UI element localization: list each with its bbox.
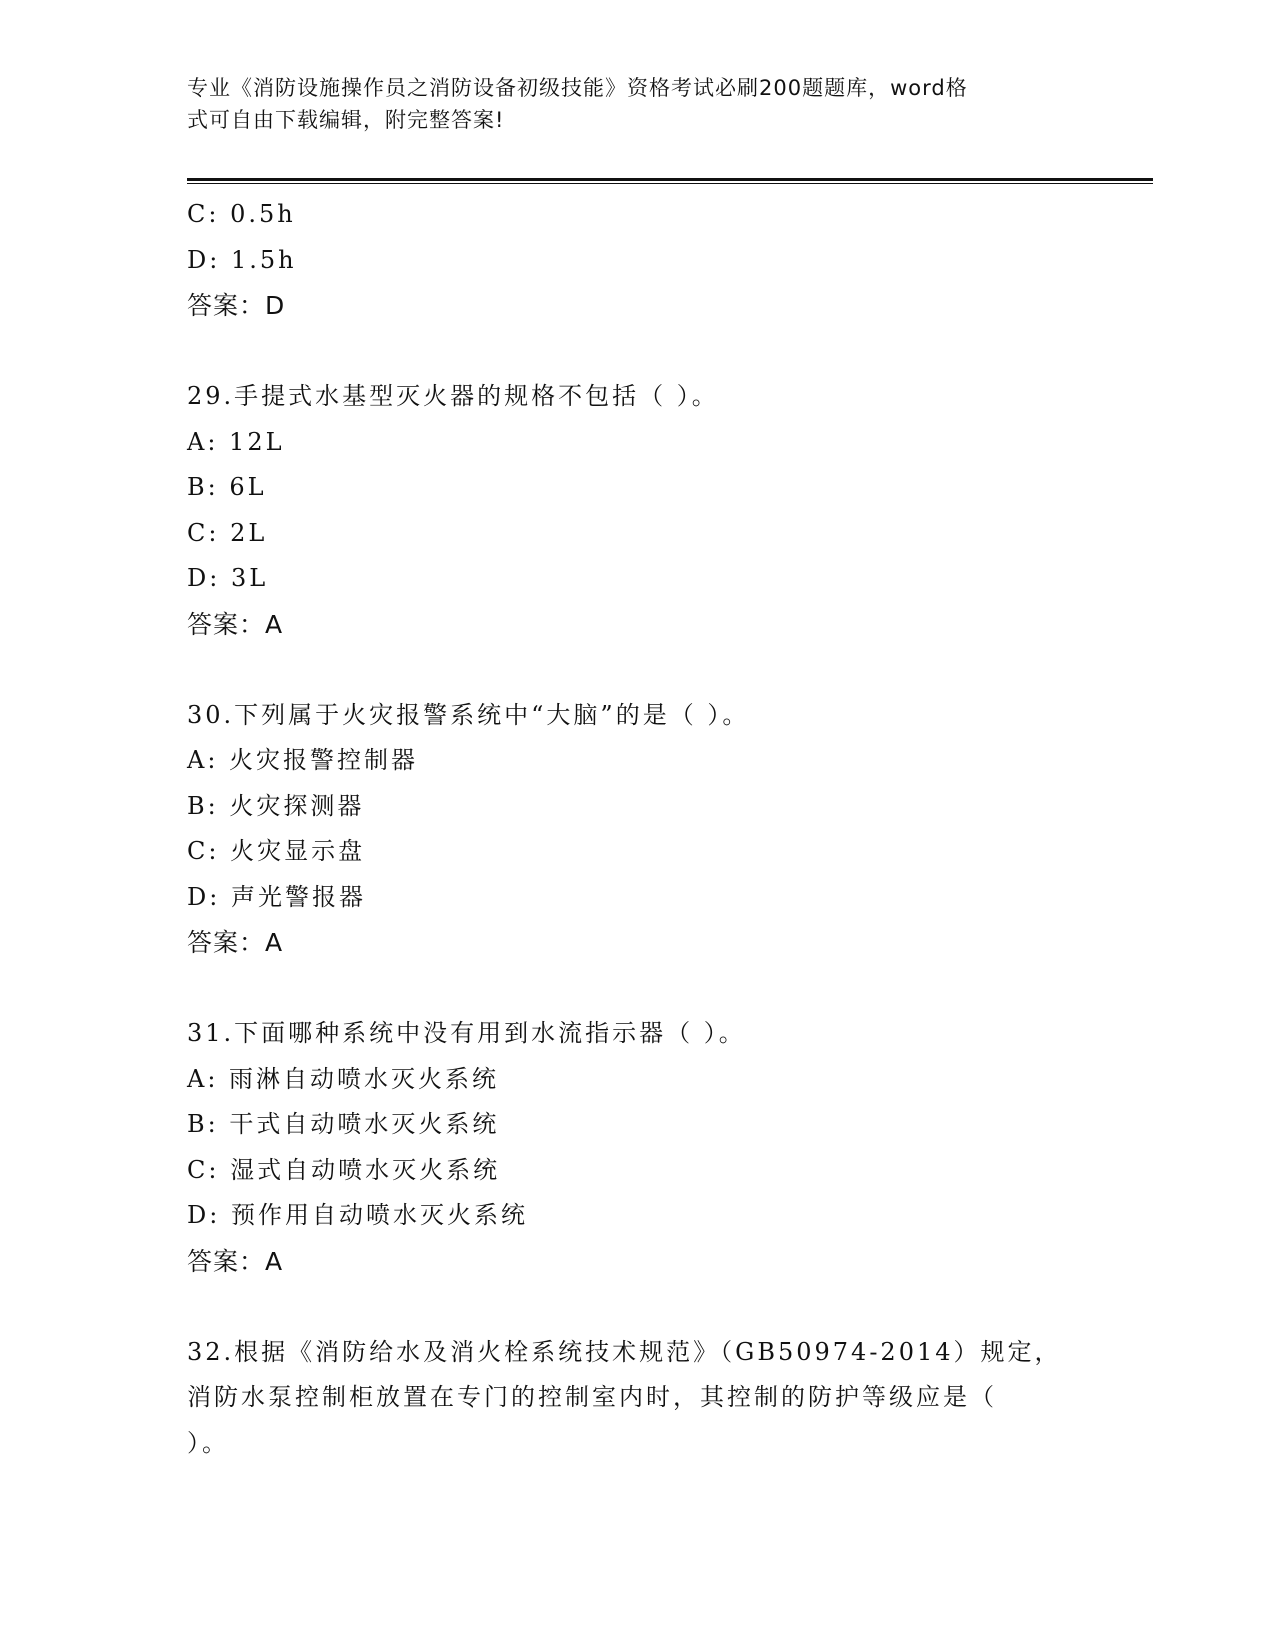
question-stem: 29.手提式水基型灭火器的规格不包括（ ）。: [187, 382, 719, 410]
option-c: C: 2L: [187, 518, 268, 547]
question-block-32: [187, 1330, 1087, 1467]
answer-line: 答案：D: [187, 291, 286, 320]
answer-line: 答案：A: [187, 928, 284, 957]
option-c: C: 火灾显示盘: [187, 837, 366, 865]
question-block-29: [187, 374, 1087, 647]
page-header: [187, 72, 1067, 136]
option-c: C: 湿式自动喷水灭火系统: [187, 1155, 501, 1184]
spacer: [187, 966, 1087, 1012]
spacer: [187, 647, 1087, 693]
option-d: D: 声光警报器: [187, 882, 366, 911]
spacer: [187, 1284, 1087, 1330]
question-stem-line-1: 32.根据《消防给水及消火栓系统技术规范》（GB50974-2014）规定，: [187, 1337, 1062, 1366]
header-line-2: 式可自由下载编辑，附完整答案!: [187, 108, 505, 132]
option-d: D: 预作用自动喷水灭火系统: [187, 1201, 528, 1229]
question-block-continued: [187, 192, 1087, 329]
option-b: B: 干式自动喷水灭火系统: [187, 1110, 500, 1138]
header-line-1: 专业《消防设施操作员之消防设备初级技能》资格考试必刷200题题库，word格: [187, 76, 968, 100]
question-block-31: [187, 1011, 1087, 1284]
header-divider-thin: [187, 183, 1153, 184]
question-block-30: [187, 693, 1087, 966]
question-list: [187, 192, 1087, 1466]
question-stem-line-2: 消防水泵控制柜放置在专门的控制室内时，其控制的防护等级应是（: [187, 1383, 997, 1411]
option-d: D: 1.5h: [187, 245, 297, 274]
answer-line: 答案：A: [187, 1246, 284, 1276]
option-b: B: 火灾探测器: [187, 791, 365, 820]
option-c: C: 0.5h: [187, 200, 296, 228]
option-a: A: 雨淋自动喷水灭火系统: [187, 1064, 500, 1093]
question-stem: 30.下列属于火灾报警系统中“大脑”的是（ ）。: [187, 700, 750, 729]
spacer: [187, 329, 1087, 375]
question-stem-line-3: ）。: [187, 1428, 229, 1457]
option-a: A: 12L: [187, 427, 285, 456]
header-divider-thick: [187, 178, 1153, 181]
option-a: A: 火灾报警控制器: [187, 746, 419, 774]
answer-line: 答案：A: [187, 609, 284, 639]
option-b: B: 6L: [187, 473, 267, 501]
option-d: D: 3L: [187, 564, 269, 592]
question-stem: 31.下面哪种系统中没有用到水流指示器（ ）。: [187, 1019, 746, 1047]
